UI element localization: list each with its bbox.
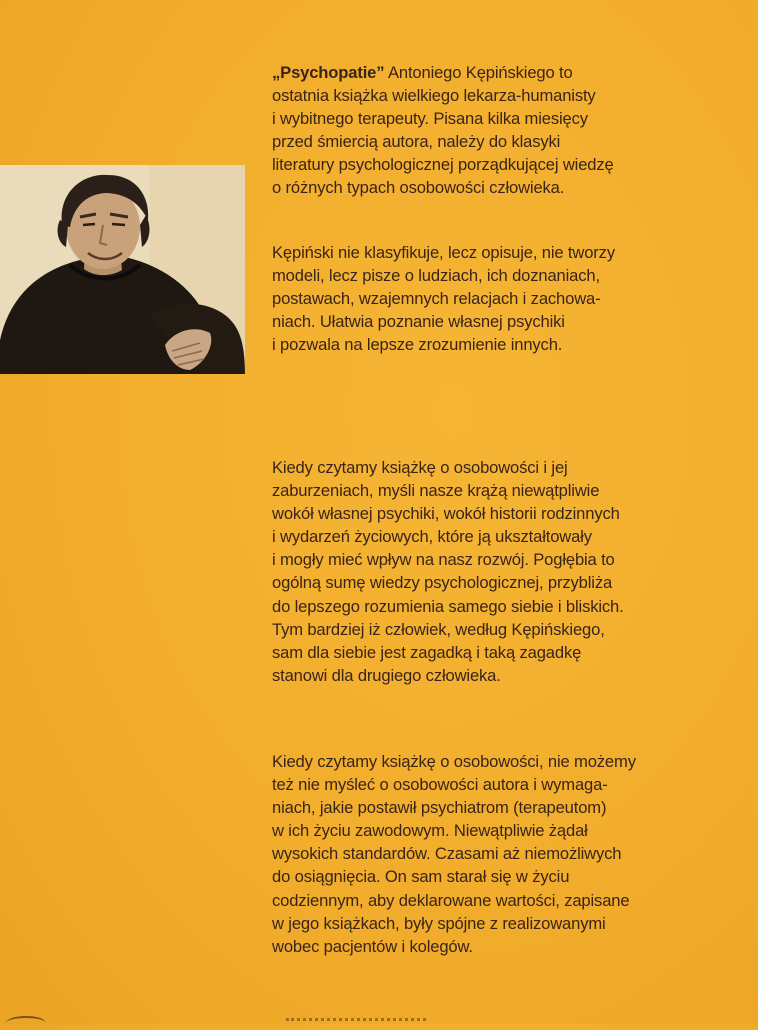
paragraph-line: Tym bardziej iż człowiek, według Kępińskiego, — [272, 619, 605, 639]
paragraph-line: wobec pacjentów i kolegów. — [272, 936, 473, 956]
author-portrait-photo — [0, 165, 245, 374]
paragraph-line: w ich życiu zawodowym. Niewątpliwie żądał — [272, 821, 588, 841]
paragraph-line: o różnych typach osobowości człowieka. — [272, 178, 565, 198]
paragraph-line: literatury psychologicznej porządkującej wiedzę — [272, 155, 614, 175]
paragraph-line: ostatnia książka wielkiego lekarza-humanisty — [272, 86, 596, 106]
paragraph-line: zaburzeniach, myśli nasze krążą niewątpliwie — [272, 481, 600, 501]
paragraph-line: wysokich standardów. Czasami aż niemożliwych — [272, 844, 622, 864]
book-title-lead: „Psychopatie” — [272, 63, 385, 82]
paragraph-line: też nie myśleć o osobowości autora i wymaga- — [272, 775, 608, 795]
paragraph-line: postawach, wzajemnych relacjach i zachowa- — [272, 289, 601, 309]
paragraph-line-text: Antoniego Kępińskiego to — [387, 63, 573, 82]
paragraph-line: w jego książkach, były spójne z realizowanymi — [272, 913, 606, 933]
corner-logo-fragment — [6, 1016, 46, 1030]
paragraph-line: do osiągnięcia. On sam starał się w życiu — [272, 867, 570, 887]
paragraph-line: przed śmiercią autora, należy do klasyki — [272, 132, 561, 152]
paragraph-line: sam dla siebie jest zagadką i taką zagadkę — [272, 642, 582, 662]
paragraph-2 — [272, 241, 742, 356]
paragraph-line: do lepszego rozumienia samego siebie i bliskich. — [272, 596, 624, 616]
paragraph-line: Kępiński nie klasyfikuje, lecz opisuje, nie tworzy — [272, 243, 615, 262]
paragraph-line: stanowi dla drugiego człowieka. — [272, 665, 501, 685]
paragraph-line: i pozwala na lepsze zrozumienie innych. — [272, 335, 563, 355]
paragraph-4 — [272, 750, 742, 958]
paragraph-line — [272, 61, 742, 84]
paragraph-line: ogólną sumę wiedzy psychologicznej, przybliża — [272, 573, 613, 593]
cut-off-text-mark — [286, 1018, 426, 1024]
paragraph-1 — [272, 61, 742, 200]
paragraph-line: niach, jakie postawił psychiatrom (terapeutom) — [272, 798, 607, 818]
cut-off-signature-line — [272, 1012, 742, 1024]
paragraph-line: codziennym, aby deklarowane wartości, zapisane — [272, 890, 630, 910]
author-portrait-icon — [0, 165, 245, 374]
paragraph-line: wokół własnej psychiki, wokół historii rodzinnych — [272, 504, 620, 524]
paragraph-line: Kiedy czytamy książkę o osobowości i jej — [272, 458, 568, 477]
paragraph-line: i wydarzeń życiowych, które ją ukształtowały — [272, 527, 592, 547]
paragraph-line: niach. Ułatwia poznanie własnej psychiki — [272, 312, 565, 332]
paragraph-line: i wybitnego terapeuty. Pisana kilka miesięcy — [272, 109, 588, 129]
paragraph-line: modeli, lecz pisze o ludziach, ich doznaniach, — [272, 266, 600, 286]
paragraph-line: Kiedy czytamy książkę o osobowości, nie możemy — [272, 752, 636, 771]
paragraph-3 — [272, 456, 742, 687]
paragraph-line: i mogły mieć wpływ na nasz rozwój. Pogłębia to — [272, 550, 615, 570]
